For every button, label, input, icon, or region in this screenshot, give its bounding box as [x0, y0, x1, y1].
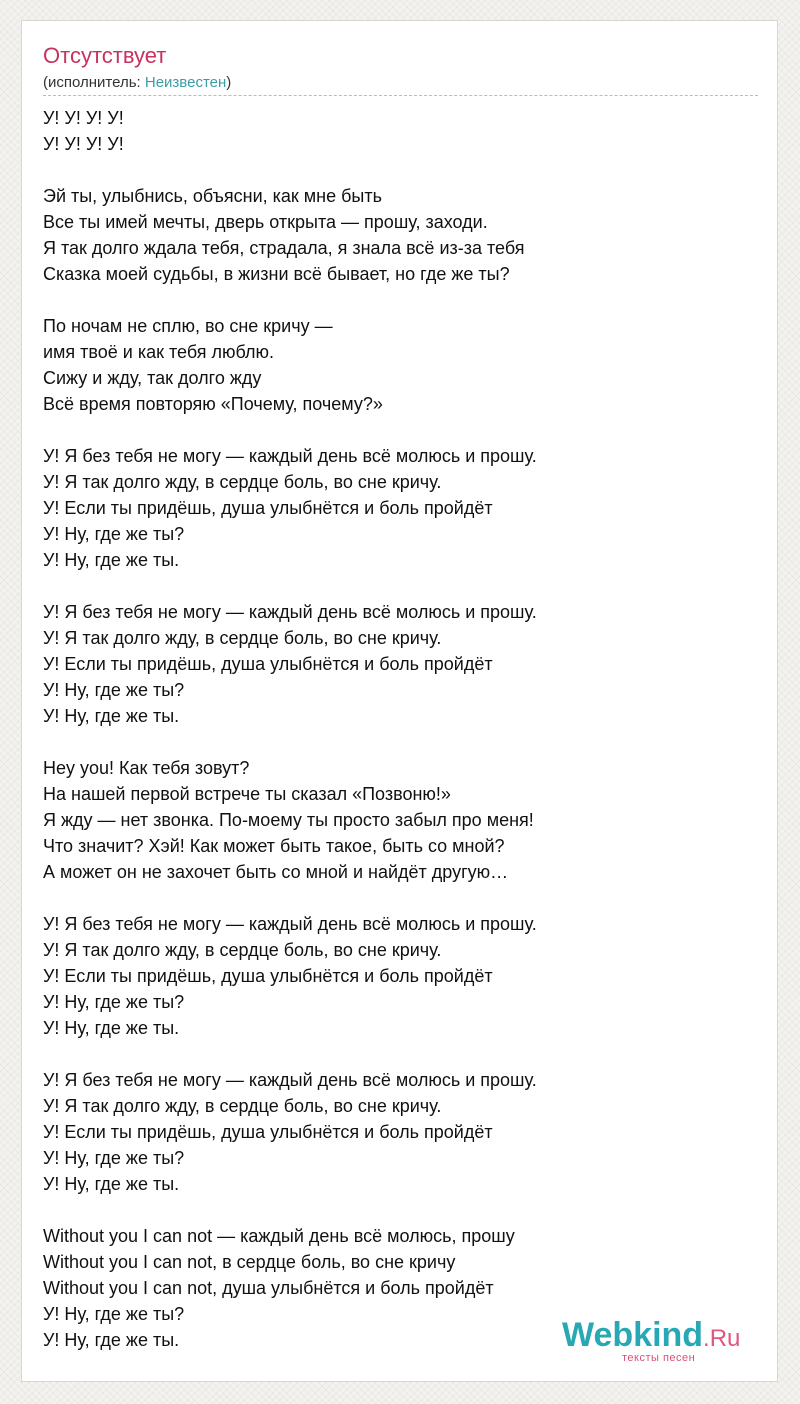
lyric-line: Without you I can not, душа улыбнётся и боль пройдёт	[43, 1278, 494, 1298]
lyric-line: Всё время повторяю «Почему, почему?»	[43, 394, 383, 414]
lyric-line: Hey you! Как тебя зовут?	[43, 758, 250, 778]
lyric-line: У! Ну, где же ты.	[43, 1174, 180, 1194]
lyrics-text	[43, 105, 763, 1353]
lyric-line: У! Если ты придёшь, душа улыбнётся и боль пройдёт	[43, 966, 493, 986]
lyric-line: Все ты имей мечты, дверь открыта — прошу, заходи.	[43, 212, 488, 232]
lyric-blank-line	[43, 1041, 763, 1067]
lyric-line: У! Если ты придёшь, душа улыбнётся и боль пройдёт	[43, 654, 493, 674]
lyric-line: Эй ты, улыбнись, объясни, как мне быть	[43, 186, 382, 206]
lyric-line: У! Ну, где же ты?	[43, 992, 185, 1012]
lyric-line: Я так долго ждала тебя, страдала, я знала всё из-за тебя	[43, 238, 525, 258]
lyric-line: У! У! У! У!	[43, 134, 124, 154]
lyric-line: А может он не захочет быть со мной и найдёт другую…	[43, 862, 509, 882]
lyric-line: У! Я без тебя не могу — каждый день всё молюсь и прошу.	[43, 1070, 537, 1090]
lyric-blank-line	[43, 1197, 763, 1223]
lyric-line: У! Я так долго жду, в сердце боль, во сне кричу.	[43, 940, 442, 960]
lyric-line: У! Ну, где же ты?	[43, 680, 185, 700]
lyric-blank-line	[43, 573, 763, 599]
lyric-line: Сижу и жду, так долго жду	[43, 368, 262, 388]
lyric-line: У! Ну, где же ты.	[43, 706, 180, 726]
lyric-blank-line	[43, 157, 763, 183]
lyric-line: У! Я без тебя не могу — каждый день всё молюсь и прошу.	[43, 914, 537, 934]
artist-label-close: )	[226, 74, 232, 91]
lyric-line: У! Ну, где же ты.	[43, 1330, 180, 1350]
lyric-line: Что значит? Хэй! Как может быть такое, быть со мной?	[43, 836, 505, 856]
lyric-line: Сказка моей судьбы, в жизни всё бывает, но где же ты?	[43, 264, 510, 284]
site-logo[interactable]	[562, 1318, 740, 1352]
lyric-line: У! Ну, где же ты.	[43, 550, 180, 570]
lyric-blank-line	[43, 417, 763, 443]
lyric-line: Without you I can not — каждый день всё молюсь, прошу	[43, 1226, 515, 1246]
lyric-blank-line	[43, 287, 763, 313]
lyric-line: У! Ну, где же ты?	[43, 1304, 185, 1324]
lyric-line: У! Ну, где же ты?	[43, 524, 185, 544]
lyric-line: Without you I can not, в сердце боль, во сне кричу	[43, 1252, 456, 1272]
lyric-line: У! Я так долго жду, в сердце боль, во сне кричу.	[43, 1096, 442, 1116]
lyric-line: У! Если ты придёшь, душа улыбнётся и боль пройдёт	[43, 1122, 493, 1142]
lyric-line: У! Если ты придёшь, душа улыбнётся и боль пройдёт	[43, 498, 493, 518]
lyric-line: У! Ну, где же ты.	[43, 1018, 180, 1038]
song-title: Отсутствует	[43, 43, 167, 68]
logo-brand: Webkind	[562, 1316, 704, 1354]
title-divider	[43, 95, 758, 96]
logo-tagline: тексты песен	[622, 1352, 696, 1364]
artist-byline	[43, 73, 231, 93]
lyric-line: Я жду — нет звонка. По-моему ты просто забыл про меня!	[43, 810, 534, 830]
lyric-line: У! Я так долго жду, в сердце боль, во сне кричу.	[43, 472, 442, 492]
lyrics-card	[21, 20, 778, 1382]
lyric-line: У! Я без тебя не могу — каждый день всё молюсь и прошу.	[43, 602, 537, 622]
logo-tld: .Ru	[703, 1325, 741, 1352]
lyric-line: У! Ну, где же ты?	[43, 1148, 185, 1168]
lyric-line: По ночам не сплю, во сне кричу —	[43, 316, 333, 336]
lyric-line: У! Я так долго жду, в сердце боль, во сне кричу.	[43, 628, 442, 648]
artist-label: (исполнитель:	[43, 74, 145, 91]
lyric-line: У! У! У! У!	[43, 108, 124, 128]
lyric-line: На нашей первой встрече ты сказал «Позвоню!»	[43, 784, 451, 804]
lyric-line: У! Я без тебя не могу — каждый день всё молюсь и прошу.	[43, 446, 537, 466]
lyric-blank-line	[43, 729, 763, 755]
artist-link[interactable]: Неизвестен	[144, 74, 227, 91]
lyric-blank-line	[43, 885, 763, 911]
lyric-line: имя твоё и как тебя люблю.	[43, 342, 275, 362]
